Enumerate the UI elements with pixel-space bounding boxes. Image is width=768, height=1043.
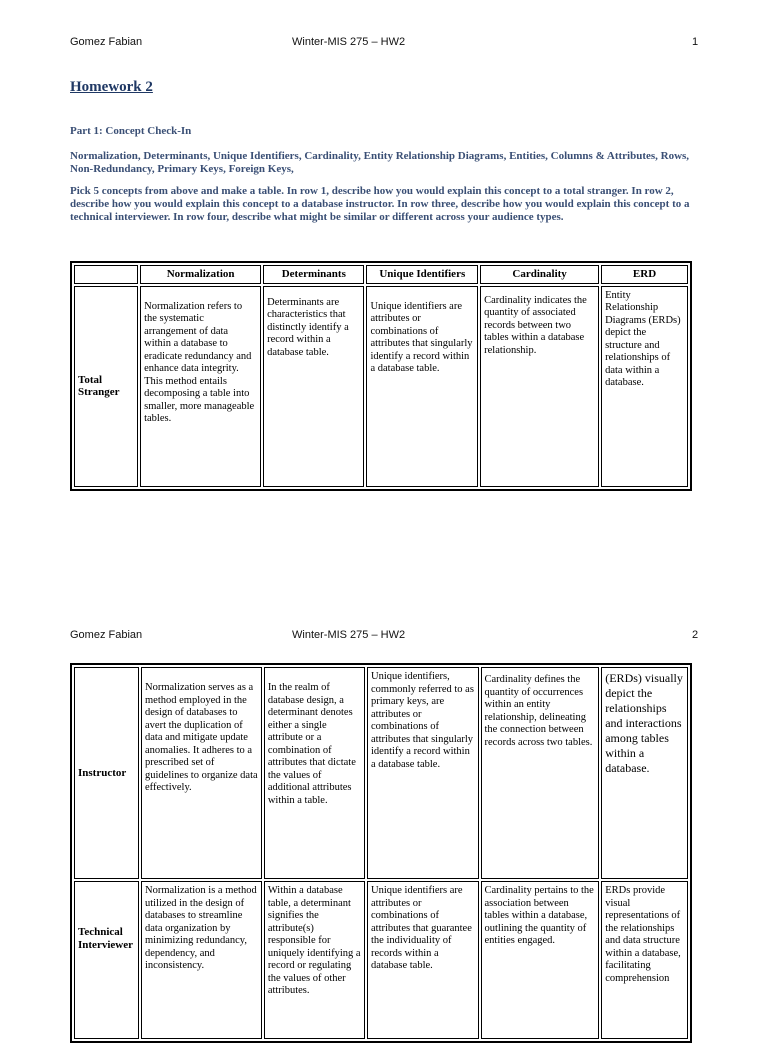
page1-header-course: Winter-MIS 275 – HW2 xyxy=(292,36,406,48)
cell-cardinality: Cardinality defines the quantity of occurrences within an entity relationship, delineating the connection between records across two tables. xyxy=(481,667,600,879)
cell-cardinality: Cardinality pertains to the association between tables within a database, outlining the quantity of entities engaged. xyxy=(481,881,600,1039)
row-label-technical-interviewer: Technical Interviewer xyxy=(74,881,139,1039)
page2-header-author: Gomez Fabian xyxy=(70,629,143,641)
cell-determinants: Determinants are characteristics that distinctly identify a record within a database table. xyxy=(263,286,364,488)
page1-header-page-number: 1 xyxy=(692,36,699,48)
cell-cardinality: Cardinality indicates the quantity of associated records between two tables within a database relationship. xyxy=(480,286,599,488)
table-row xyxy=(74,286,688,488)
table-row xyxy=(74,881,688,1039)
part-title: Part 1: Concept Check-In xyxy=(70,125,192,137)
header-normalization: Normalization xyxy=(140,265,261,284)
table-header-row xyxy=(74,265,688,284)
row-label-total-stranger: Total Stranger xyxy=(74,286,138,488)
cell-determinants: In the realm of database design, a determinant denotes either a single attribute or a combination of attributes that dictate the values of additional attributes within a table. xyxy=(264,667,365,879)
instructions-paragraph: Pick 5 concepts from above and make a table. In row 1, describe how you would explain this concept to a total stranger. In row 2, describe how you would explain this concept to a database instructor. In row three, describe how you would explain this concept to a technical interviewer. In row four, describe what might be similar or different across your audience types. xyxy=(70,185,690,223)
cell-erd: ERDs provide visual representations of the relationships and data structure within a database, facilitating comprehension xyxy=(601,881,688,1039)
concept-table-page1 xyxy=(70,261,692,491)
cell-unique-identifiers: Unique identifiers are attributes or combinations of attributes that guarantee the individuality of records within a database table. xyxy=(367,881,479,1039)
cell-erd: Entity Relationship Diagrams (ERDs) depict the structure and relationships of data within a database. xyxy=(601,286,688,488)
page1-header-author: Gomez Fabian xyxy=(70,36,143,48)
page2-header-page-number: 2 xyxy=(692,629,699,641)
cell-unique-identifiers: Unique identifiers are attributes or combinations of attributes that singularly identify a record within a database table. xyxy=(366,286,478,488)
cell-determinants: Within a database table, a determinant signifies the attribute(s) responsible for uniquely identifying a record or regulating the values of other attributes. xyxy=(264,881,365,1039)
header-empty xyxy=(74,265,138,284)
header-cardinality: Cardinality xyxy=(480,265,599,284)
cell-normalization: Normalization is a method utilized in the design of databases to streamline data organization by minimizing redundancy, dependency, and inconsistency. xyxy=(141,881,262,1039)
header-erd: ERD xyxy=(601,265,688,284)
cell-unique-identifiers: Unique identifiers, commonly referred to as primary keys, are attributes or combinations of attributes that singularly identify a record within a database table. xyxy=(367,667,479,879)
homework-title: Homework 2 xyxy=(70,79,153,95)
concept-table-page2 xyxy=(70,663,692,1043)
cell-normalization: Normalization refers to the systematic arrangement of data within a database to eradicate redundancy and enhance data integrity. This method entails decomposing a table into smaller, more manageable tables. xyxy=(140,286,261,488)
concepts-list: Normalization, Determinants, Unique Identifiers, Cardinality, Entity Relationship Diagrams, Entities, Columns & Attributes, Rows, Non-Redundancy, Primary Keys, Foreign Keys, xyxy=(70,150,690,175)
header-unique-identifiers: Unique Identifiers xyxy=(366,265,478,284)
cell-erd: (ERDs) visually depict the relationships and interactions among tables within a database. xyxy=(601,667,688,879)
page2-header-course: Winter-MIS 275 – HW2 xyxy=(292,629,406,641)
header-determinants: Determinants xyxy=(263,265,364,284)
cell-normalization: Normalization serves as a method employed in the design of databases to avert the duplication of data and mitigate update anomalies. It adheres to a prescribed set of guidelines to organize data effectively. xyxy=(141,667,262,879)
row-label-instructor: Instructor xyxy=(74,667,139,879)
table-row xyxy=(74,667,688,879)
